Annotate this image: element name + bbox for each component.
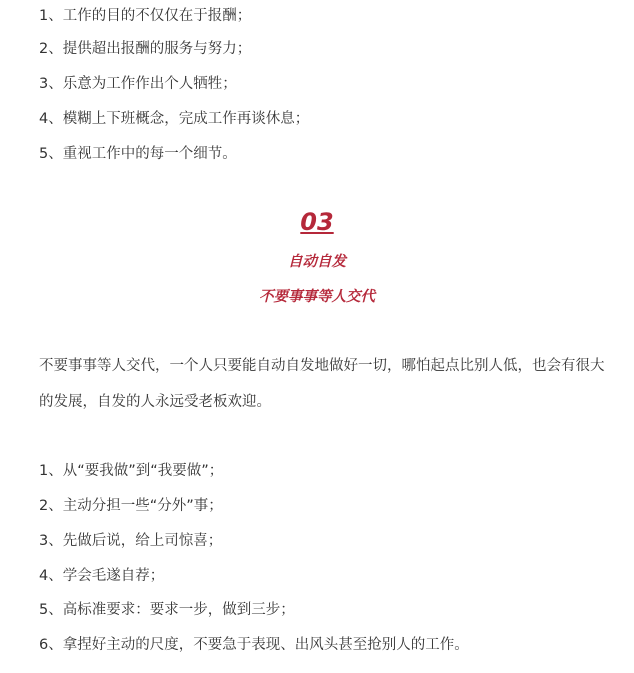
- section-title: 自动自发: [288, 254, 346, 270]
- section-subtitle: 不要事事等人交代: [259, 289, 375, 305]
- list-item: 6、拿捏好主动的尺度，不要急于表现、出风头甚至抢别人的工作。: [39, 637, 469, 653]
- list-item: 2、主动分担一些“分外”事；: [39, 498, 223, 514]
- list-item: 4、模糊上下班概念，完成工作再谈休息；: [39, 111, 310, 127]
- list-item: 2、提供超出报酬的服务与努力；: [39, 41, 252, 57]
- body-paragraph: 不要事事等人交代，一个人只要能自动自发地做好一切，哪怕起点比别人低，也会有很大的发展，自发的人永远受老板欢迎。: [39, 358, 605, 410]
- list-item: 4、学会毛遂自荐；: [39, 568, 165, 584]
- list-item: 3、先做后说，给上司惊喜；: [39, 533, 223, 549]
- list-item: 1、工作的目的不仅仅在于报酬；: [39, 8, 252, 24]
- list-item: 5、重视工作中的每一个细节。: [39, 146, 237, 162]
- list-item: 3、乐意为工作作出个人牺牲；: [39, 76, 237, 92]
- list-item: 1、从“要我做”到“我要做”；: [39, 463, 224, 479]
- list-item: 5、高标准要求：要求一步，做到三步；: [39, 602, 295, 618]
- section-number: 03: [300, 208, 334, 236]
